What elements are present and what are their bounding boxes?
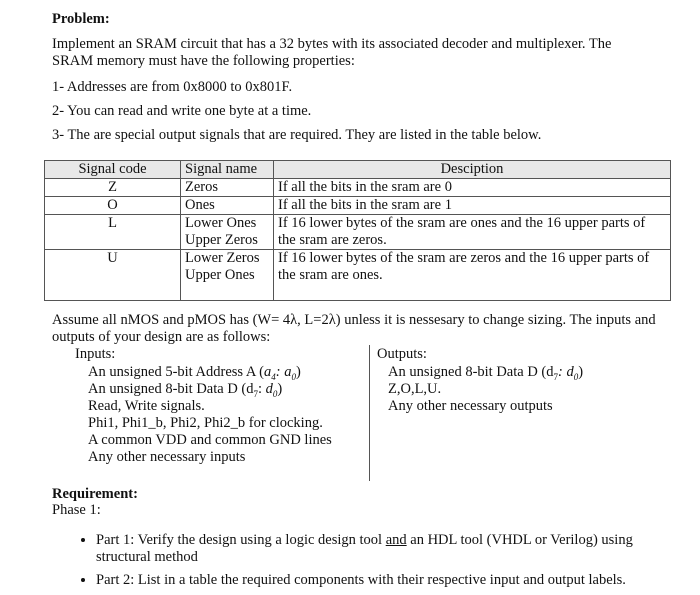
column-divider bbox=[369, 345, 370, 481]
output-item: Any other necessary outputs bbox=[388, 398, 553, 414]
signal-name-cell: Lower Ones Upper Zeros bbox=[181, 215, 274, 250]
signal-name-cell: Ones bbox=[181, 197, 274, 215]
input-item: An unsigned 5-bit Address A ($a_4$: $a_0$) bbox=[88, 364, 301, 382]
part-1-underlined: and bbox=[385, 532, 407, 548]
intro-paragraph: Implement an SRAM circuit that has a 32 bytes with its associated decoder and multiplexer. The SRAM memory must have the following properties: bbox=[52, 36, 612, 69]
parts-list bbox=[60, 532, 666, 595]
input-item: Read, Write signals. bbox=[88, 398, 205, 414]
property-1: 1- Addresses are from 0x8000 to 0x801F. bbox=[52, 79, 293, 95]
problem-heading: Problem: bbox=[52, 11, 110, 27]
output-item: Z,O,L,U. bbox=[388, 381, 442, 397]
signal-code-cell: L bbox=[45, 215, 181, 250]
description-cell: If all the bits in the sram are 1 bbox=[274, 197, 671, 215]
part-1-item bbox=[96, 532, 666, 566]
description-cell: If all the bits in the sram are 0 bbox=[274, 179, 671, 197]
input-item: Any other necessary inputs bbox=[88, 449, 246, 465]
requirement-heading: Requirement: bbox=[52, 486, 138, 502]
table-row bbox=[45, 215, 671, 250]
signal-code-cell: U bbox=[45, 250, 181, 301]
signal-code-cell: Z bbox=[45, 179, 181, 197]
description-cell: If 16 lower bytes of the sram are ones and the 16 upper parts of the sram are zeros. bbox=[274, 215, 671, 250]
assumption-paragraph: Assume all nMOS and pMOS has (W= 4λ, L=2λ) unless it is nessesary to change sizing. The inputs and outputs of your design are as follows: bbox=[52, 312, 656, 345]
part-2-text: Part 2: List in a table the required components with their respective input and output labels. bbox=[96, 572, 626, 588]
signal-table bbox=[44, 160, 671, 301]
outputs-heading: Outputs: bbox=[377, 346, 427, 362]
property-2: 2- You can read and write one byte at a time. bbox=[52, 103, 312, 119]
input-item: An unsigned 8-bit Data D ($d_7$: $d_0$) bbox=[88, 381, 283, 399]
phase-label: Phase 1: bbox=[52, 502, 101, 518]
part-2-item bbox=[96, 572, 666, 589]
signal-name-cell: Lower Zeros Upper Ones bbox=[181, 250, 274, 301]
table-header-row bbox=[45, 161, 671, 179]
table-row bbox=[45, 197, 671, 215]
part-1-rest: an HDL tool (VHDL or Verilog) using structural method bbox=[96, 532, 633, 565]
header-description: Desciption bbox=[274, 161, 671, 179]
header-signal-code: Signal code bbox=[45, 161, 181, 179]
header-signal-name: Signal name bbox=[181, 161, 274, 179]
signal-name-cell: Zeros bbox=[181, 179, 274, 197]
description-cell: If 16 lower bytes of the sram are zeros and the 16 upper parts of the sram are ones. bbox=[274, 250, 671, 301]
table-row bbox=[45, 179, 671, 197]
inputs-heading: Inputs: bbox=[75, 346, 116, 362]
signal-code-cell: O bbox=[45, 197, 181, 215]
property-3: 3- The are special output signals that are required. They are listed in the table below. bbox=[52, 127, 542, 143]
part-1-text: Part 1: Verify the design using a logic design tool bbox=[96, 532, 386, 548]
output-item: An unsigned 8-bit Data D ($d_7$: $d_0$) bbox=[388, 364, 584, 382]
input-item: Phi1, Phi1_b, Phi2, Phi2_b for clocking. bbox=[88, 415, 323, 431]
input-item: A common VDD and common GND lines bbox=[88, 432, 332, 448]
table-row bbox=[45, 250, 671, 301]
